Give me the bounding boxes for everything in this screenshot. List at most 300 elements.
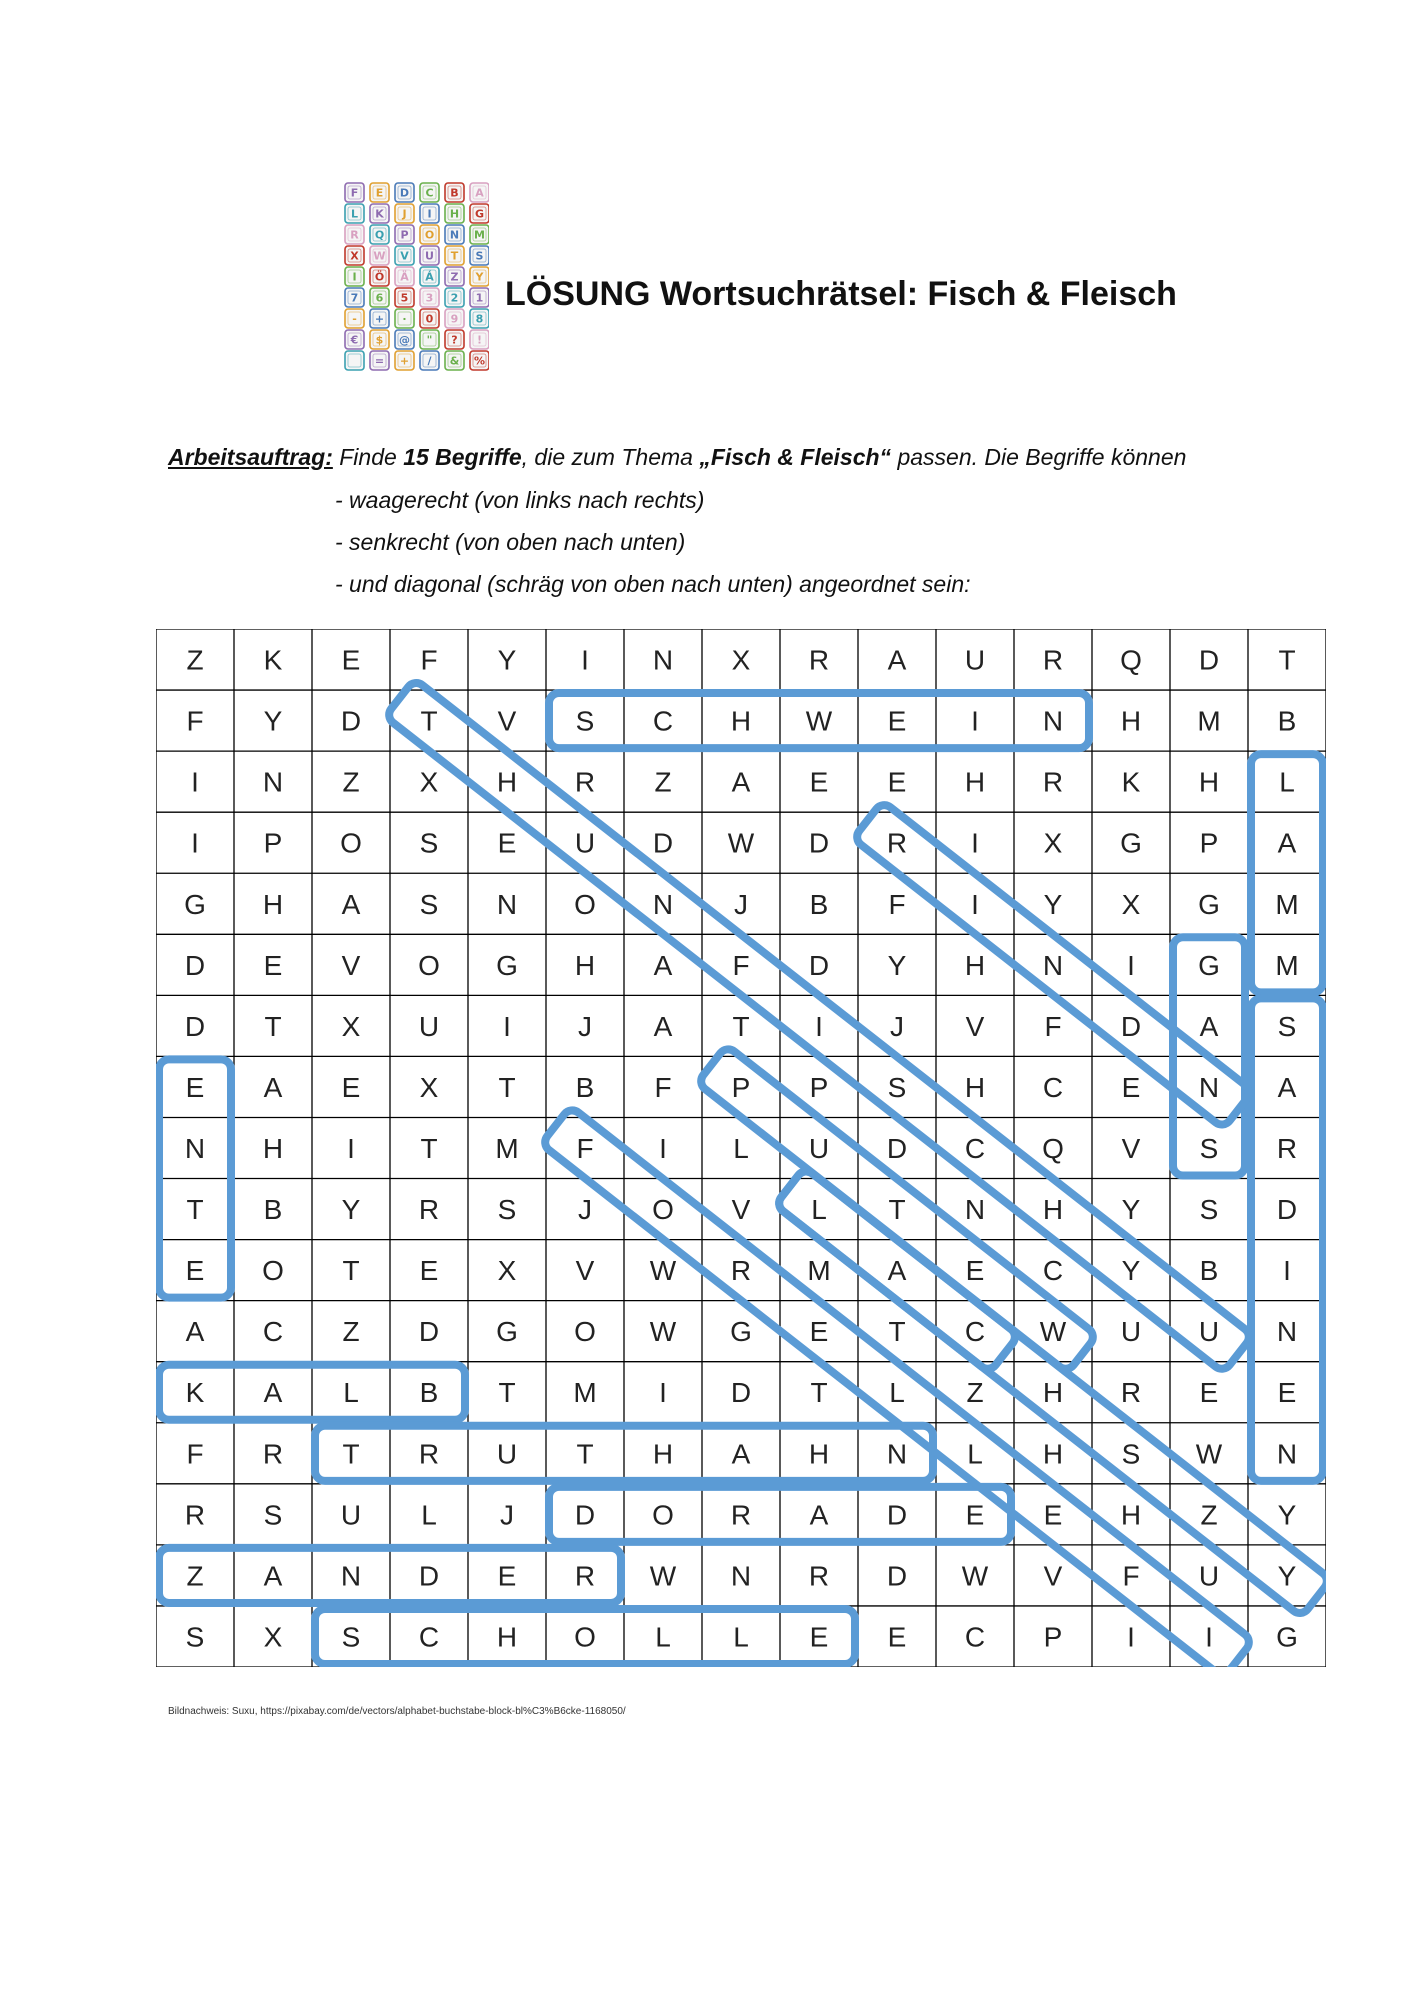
grid-cell[interactable]: Z (342, 1316, 360, 1348)
grid-cell[interactable]: X (1121, 888, 1141, 920)
grid-cell[interactable]: R (1042, 766, 1064, 798)
grid-cell[interactable]: N (730, 1560, 752, 1592)
grid-cell[interactable]: S (1199, 1194, 1219, 1226)
grid-cell[interactable]: N (652, 888, 674, 920)
grid-cell[interactable]: S (419, 888, 439, 920)
grid-cell[interactable]: X (341, 1010, 361, 1042)
grid-cell[interactable]: G (1276, 1621, 1298, 1653)
grid-cell[interactable]: T (810, 1377, 828, 1409)
grid-cell[interactable]: O (652, 1499, 674, 1531)
grid-cell[interactable]: N (1198, 1071, 1220, 1103)
grid-cell[interactable]: U (964, 644, 986, 676)
grid-cell[interactable]: H (1042, 1377, 1064, 1409)
grid-cell[interactable]: R (1120, 1377, 1142, 1409)
svg-text:+: + (374, 312, 385, 326)
grid-cell[interactable]: A (731, 1438, 751, 1470)
grid-cell[interactable]: T (576, 1438, 594, 1470)
grid-cell[interactable]: I (503, 1010, 511, 1042)
grid-cell[interactable]: F (1122, 1560, 1140, 1592)
grid-cell[interactable]: R (418, 1438, 440, 1470)
grid-cell[interactable]: Y (263, 705, 283, 737)
letter-block (420, 288, 439, 307)
grid-cell[interactable]: N (1276, 1316, 1298, 1348)
letter-block (445, 204, 464, 223)
letter-block (370, 246, 389, 265)
grid-cell[interactable]: U (1198, 1560, 1220, 1592)
grid-cell[interactable]: F (576, 1133, 594, 1164)
grid-cell[interactable]: H (652, 1438, 674, 1470)
grid-cell[interactable]: E (497, 827, 517, 859)
grid-cell[interactable]: G (496, 1316, 518, 1348)
grid-cell[interactable]: W (805, 705, 833, 737)
grid-cell[interactable]: X (263, 1621, 283, 1653)
grid-cell[interactable]: K (1121, 766, 1141, 798)
letter-block (445, 246, 464, 265)
grid-cell[interactable]: O (340, 827, 362, 859)
grid-cell[interactable]: F (186, 705, 204, 737)
grid-cell[interactable]: V (965, 1010, 985, 1042)
grid-cell[interactable]: S (497, 1194, 517, 1226)
letter-block (470, 204, 489, 223)
grid-cell[interactable]: T (888, 1316, 906, 1348)
grid-cell[interactable]: U (574, 827, 596, 859)
grid-cell[interactable]: Y (887, 949, 907, 981)
grid-cell[interactable]: J (500, 1499, 514, 1531)
grid-cell[interactable]: R (574, 1560, 596, 1592)
letter-block (470, 351, 489, 370)
grid-cell[interactable]: W (727, 827, 755, 859)
grid-cell[interactable]: B (1277, 705, 1297, 737)
letter-block (420, 183, 439, 202)
grid-cell[interactable]: A (809, 1499, 829, 1531)
direction-horizontal: - waagerecht (von links nach rechts) (335, 487, 705, 513)
grid-cell[interactable]: N (496, 888, 518, 920)
grid-cell[interactable]: S (419, 827, 439, 859)
grid-cell[interactable]: T (342, 1255, 360, 1287)
grid-cell[interactable]: H (496, 1621, 518, 1653)
grid-cell[interactable]: E (809, 1621, 829, 1653)
grid-cell[interactable]: C (1042, 1255, 1064, 1287)
task-instruction (168, 444, 1186, 471)
grid-cell[interactable]: E (887, 766, 907, 798)
grid-cell[interactable]: D (808, 949, 830, 981)
grid-cell[interactable]: Z (966, 1377, 984, 1409)
grid-cell[interactable]: N (1276, 1438, 1298, 1470)
grid-cell[interactable]: H (964, 766, 986, 798)
grid-cell[interactable]: D (1276, 1194, 1298, 1226)
grid-cell[interactable]: E (809, 766, 829, 798)
grid-cell[interactable]: H (262, 1133, 284, 1164)
grid-cell[interactable]: P (1199, 827, 1219, 859)
grid-cell[interactable]: H (964, 949, 986, 981)
grid-cell[interactable]: I (347, 1133, 355, 1164)
grid-cell[interactable]: D (184, 1010, 206, 1042)
svg-text:0: 0 (425, 312, 434, 326)
grid-cell[interactable]: A (887, 644, 907, 676)
instruction-text-2: , die zum Thema (521, 444, 700, 470)
grid-cell[interactable]: V (575, 1255, 595, 1287)
grid-cell[interactable]: W (1195, 1438, 1223, 1470)
grid-cell[interactable]: N (340, 1560, 362, 1592)
grid-cell[interactable]: L (343, 1377, 359, 1409)
grid-cell[interactable]: B (263, 1194, 283, 1226)
grid-cell[interactable]: L (655, 1621, 671, 1653)
grid-cell[interactable]: Z (186, 644, 204, 676)
grid-cell[interactable]: F (732, 949, 750, 981)
grid-cell[interactable]: V (731, 1194, 751, 1226)
svg-text:H: H (449, 207, 460, 221)
grid-cell[interactable]: D (652, 827, 674, 859)
grid-cell[interactable]: E (965, 1499, 985, 1531)
grid-cell[interactable]: D (418, 1560, 440, 1592)
grid-cell[interactable]: F (654, 1071, 672, 1103)
grid-cell[interactable]: I (1127, 949, 1135, 981)
grid-cell[interactable]: X (419, 1071, 439, 1103)
letter-block (445, 351, 464, 370)
grid-cell[interactable]: A (653, 1010, 673, 1042)
svg-text:?: ? (451, 333, 458, 347)
svg-text:I: I (352, 270, 357, 284)
grid-cell[interactable]: U (418, 1010, 440, 1042)
grid-cell[interactable]: U (1120, 1316, 1142, 1348)
grid-cell[interactable]: O (574, 1316, 596, 1348)
grid-cell[interactable]: D (574, 1499, 596, 1531)
grid-cell[interactable]: Q (1120, 644, 1142, 676)
grid-cell[interactable]: H (1120, 1499, 1142, 1531)
grid-cell[interactable]: X (1043, 827, 1063, 859)
grid-cell[interactable]: C (964, 1621, 986, 1653)
letter-block (420, 204, 439, 223)
letter-block (445, 288, 464, 307)
grid-cell[interactable]: O (574, 1621, 596, 1653)
grid-cell[interactable]: V (1121, 1133, 1141, 1164)
grid-cell[interactable]: W (649, 1560, 677, 1592)
grid-cell[interactable]: C (262, 1316, 284, 1348)
grid-cell[interactable]: C (1042, 1071, 1064, 1103)
grid-cell[interactable]: P (263, 827, 283, 859)
grid-cell[interactable]: S (1277, 1010, 1297, 1042)
grid-cell[interactable]: Z (1200, 1499, 1218, 1531)
grid-cell[interactable]: E (263, 949, 283, 981)
grid-cell[interactable]: E (341, 644, 361, 676)
grid-cell[interactable]: R (1276, 1133, 1298, 1164)
grid-cell[interactable]: D (418, 1316, 440, 1348)
grid-cell[interactable]: Y (497, 644, 517, 676)
grid-cell[interactable]: Y (1121, 1255, 1141, 1287)
svg-text:W: W (373, 249, 386, 263)
direction-diagonal: - und diagonal (schräg von oben nach unten) angeordnet sein: (335, 571, 971, 597)
grid-cell[interactable]: A (1199, 1010, 1219, 1042)
grid-cell[interactable]: E (1043, 1499, 1063, 1531)
topic-name: „Fisch & Fleisch“ (699, 444, 892, 470)
grid-cell[interactable]: J (734, 888, 748, 920)
grid-cell[interactable]: S (263, 1499, 283, 1531)
grid-cell[interactable]: M (495, 1133, 519, 1164)
letter-block (470, 225, 489, 244)
grid-cell[interactable]: A (731, 766, 751, 798)
grid-cell[interactable]: E (809, 1316, 829, 1348)
grid-cell[interactable]: C (964, 1133, 986, 1164)
grid-cell[interactable]: L (1279, 766, 1295, 798)
grid-cell[interactable]: J (890, 1010, 904, 1042)
grid-cell[interactable]: P (809, 1071, 829, 1103)
grid-cell[interactable]: E (887, 705, 907, 737)
grid-cell[interactable]: W (649, 1255, 677, 1287)
svg-text:1: 1 (475, 291, 484, 305)
grid-cell[interactable]: R (886, 827, 908, 859)
grid-cell[interactable]: R (730, 1499, 752, 1531)
grid-cell[interactable]: H (262, 888, 284, 920)
letter-block (470, 183, 489, 202)
grid-cell[interactable]: W (1039, 1316, 1067, 1348)
grid-cell[interactable]: N (262, 766, 284, 798)
grid-cell[interactable]: U (1198, 1316, 1220, 1348)
grid-cell[interactable]: E (965, 1255, 985, 1287)
grid-cell[interactable]: V (497, 705, 517, 737)
grid-cell[interactable]: C (418, 1621, 440, 1653)
grid-cell[interactable]: O (418, 949, 440, 981)
letter-block (370, 204, 389, 223)
grid-cell[interactable]: B (1199, 1255, 1219, 1287)
grid-cell[interactable]: K (185, 1377, 205, 1409)
grid-cell[interactable]: V (1043, 1560, 1063, 1592)
svg-text:7: 7 (350, 291, 359, 305)
grid-cell[interactable]: V (341, 949, 361, 981)
grid-cell[interactable]: H (1042, 1194, 1064, 1226)
grid-cell[interactable]: S (341, 1621, 361, 1653)
grid-cell[interactable]: B (809, 888, 829, 920)
grid-cell[interactable]: A (185, 1316, 205, 1348)
grid-cell[interactable]: Y (341, 1194, 361, 1226)
letter-block (345, 267, 364, 286)
grid-cell[interactable]: D (1120, 1010, 1142, 1042)
grid-cell[interactable]: G (1120, 827, 1142, 859)
grid-cell[interactable]: I (1127, 1621, 1135, 1653)
svg-text:/: / (427, 354, 432, 368)
grid-cell[interactable]: D (886, 1499, 908, 1531)
letter-grid (156, 629, 1326, 1667)
grid-cell[interactable]: M (573, 1377, 597, 1409)
grid-cell[interactable]: B (575, 1071, 595, 1103)
grid-cell[interactable]: T (420, 1133, 438, 1164)
grid-cell[interactable]: Y (1277, 1499, 1297, 1531)
grid-cell[interactable]: H (964, 1071, 986, 1103)
grid-cell[interactable]: E (887, 1621, 907, 1653)
grid-cell[interactable]: J (578, 1194, 592, 1226)
grid-cell[interactable]: C (652, 705, 674, 737)
grid-cell[interactable]: S (1121, 1438, 1141, 1470)
grid-cell[interactable]: D (886, 1133, 908, 1164)
grid-cell[interactable]: D (340, 705, 362, 737)
grid-cell[interactable]: I (659, 1133, 667, 1164)
grid-cell[interactable]: A (263, 1071, 283, 1103)
grid-cell[interactable]: L (733, 1133, 749, 1164)
grid-cell[interactable]: Y (1277, 1560, 1297, 1592)
grid-cell[interactable]: F (1044, 1010, 1062, 1042)
grid-cell[interactable]: U (340, 1499, 362, 1531)
grid-cell[interactable]: U (808, 1133, 830, 1164)
grid-cell[interactable]: N (652, 644, 674, 676)
grid-cell[interactable]: N (1042, 949, 1064, 981)
svg-text:Ä: Ä (400, 270, 409, 284)
grid-cell[interactable]: G (184, 888, 206, 920)
grid-cell[interactable]: K (263, 644, 283, 676)
grid-cell[interactable]: O (574, 888, 596, 920)
grid-cell[interactable]: H (1120, 705, 1142, 737)
grid-cell[interactable]: W (961, 1560, 989, 1592)
grid-cell[interactable]: I (1283, 1255, 1291, 1287)
grid-cell[interactable]: A (341, 888, 361, 920)
letter-block (445, 330, 464, 349)
grid-cell[interactable]: D (808, 827, 830, 859)
grid-cell[interactable]: S (185, 1621, 205, 1653)
grid-cell[interactable]: O (652, 1194, 674, 1226)
grid-cell[interactable]: D (730, 1377, 752, 1409)
grid-cell[interactable]: X (731, 644, 751, 676)
grid-cell[interactable]: N (1042, 705, 1064, 737)
grid-cell[interactable]: A (653, 949, 673, 981)
grid-cell[interactable]: I (971, 827, 979, 859)
grid-cell[interactable]: I (659, 1377, 667, 1409)
grid-cell[interactable]: A (887, 1255, 907, 1287)
svg-text:P: P (400, 228, 409, 242)
term-count: 15 Begriffe (403, 444, 522, 470)
grid-cell[interactable]: Z (654, 766, 672, 798)
grid-cell[interactable]: I (191, 766, 199, 798)
grid-cell[interactable]: A (1277, 1071, 1297, 1103)
grid-cell[interactable]: T (264, 1010, 282, 1042)
grid-cell[interactable]: I (815, 1010, 823, 1042)
grid-cell[interactable]: T (732, 1010, 750, 1042)
svg-text:C: C (425, 186, 434, 200)
grid-cell[interactable]: R (262, 1438, 284, 1470)
grid-cell[interactable]: H (808, 1438, 830, 1470)
grid-cell[interactable]: H (1198, 766, 1220, 798)
grid-cell[interactable]: E (341, 1071, 361, 1103)
grid-cell[interactable]: H (730, 705, 752, 737)
grid-cell[interactable]: H (1042, 1438, 1064, 1470)
grid-cell[interactable]: B (419, 1377, 439, 1409)
grid-cell[interactable]: T (498, 1377, 516, 1409)
grid-cell[interactable]: T (498, 1071, 516, 1103)
grid-cell[interactable]: J (578, 1010, 592, 1042)
svg-text:V: V (400, 249, 409, 263)
grid-cell[interactable]: I (191, 827, 199, 859)
grid-cell[interactable]: S (575, 705, 595, 737)
grid-cell[interactable]: E (185, 1071, 205, 1103)
svg-text:&: & (449, 354, 460, 368)
grid-cell[interactable]: G (496, 949, 518, 981)
letter-block (395, 204, 414, 223)
grid-cell[interactable]: I (1205, 1621, 1213, 1653)
grid-cell[interactable]: M (1197, 705, 1221, 737)
grid-cell[interactable]: X (497, 1255, 517, 1287)
grid-cell[interactable]: S (887, 1071, 907, 1103)
grid-cell[interactable]: R (184, 1499, 206, 1531)
grid-cell[interactable]: D (184, 949, 206, 981)
svg-text:9: 9 (450, 312, 459, 326)
grid-cell[interactable]: F (186, 1438, 204, 1470)
grid-cell[interactable]: I (971, 888, 979, 920)
grid-cell[interactable]: M (1275, 949, 1299, 981)
grid-cell[interactable]: M (1275, 888, 1299, 920)
grid-cell[interactable]: T (186, 1194, 204, 1226)
grid-cell[interactable]: L (421, 1499, 437, 1531)
grid-cell[interactable]: R (730, 1255, 752, 1287)
grid-cell[interactable]: G (1198, 888, 1220, 920)
grid-cell[interactable]: N (964, 1194, 986, 1226)
grid-cell[interactable]: L (967, 1438, 983, 1470)
grid-cell[interactable]: R (808, 1560, 830, 1592)
grid-cell[interactable]: E (419, 1255, 439, 1287)
grid-cell[interactable]: H (496, 766, 518, 798)
grid-cell[interactable]: P (731, 1071, 751, 1103)
grid-cell[interactable]: T (888, 1194, 906, 1226)
grid-cell[interactable]: E (1199, 1377, 1219, 1409)
grid-cell[interactable]: U (496, 1438, 518, 1470)
grid-cell[interactable]: L (811, 1194, 827, 1226)
grid-cell[interactable]: A (263, 1377, 283, 1409)
grid-cell[interactable]: G (1198, 949, 1220, 981)
grid-cell[interactable]: W (649, 1316, 677, 1348)
grid-cell[interactable]: X (419, 766, 439, 798)
grid-cell[interactable]: I (581, 644, 589, 676)
grid-cell[interactable]: R (574, 766, 596, 798)
grid-cell[interactable]: G (730, 1316, 752, 1348)
grid-cell[interactable]: R (1042, 644, 1064, 676)
grid-cell[interactable]: Y (1121, 1194, 1141, 1226)
grid-cell[interactable]: E (1121, 1071, 1141, 1103)
grid-cell[interactable]: P (1043, 1621, 1063, 1653)
letter-block (395, 225, 414, 244)
grid-cell[interactable]: F (888, 888, 906, 920)
grid-cell[interactable]: E (497, 1560, 517, 1592)
grid-cell[interactable]: N (886, 1438, 908, 1470)
svg-text:2: 2 (450, 291, 459, 305)
grid-cell[interactable]: T (1278, 644, 1296, 676)
grid-cell[interactable]: S (1199, 1133, 1219, 1164)
grid-cell[interactable]: T (342, 1438, 360, 1470)
grid-cell[interactable]: R (418, 1194, 440, 1226)
letter-block (420, 246, 439, 265)
grid-cell[interactable]: A (263, 1560, 283, 1592)
grid-cell[interactable]: Z (186, 1560, 204, 1592)
letter-block (345, 309, 364, 328)
grid-cell[interactable]: A (1277, 827, 1297, 859)
grid-cell[interactable]: D (886, 1560, 908, 1592)
grid-cell[interactable]: Y (1043, 888, 1063, 920)
svg-text:K: K (375, 207, 384, 221)
svg-text:S: S (475, 249, 484, 263)
grid-cell[interactable]: N (184, 1133, 206, 1164)
svg-text:B: B (450, 186, 459, 200)
grid-cell[interactable]: R (808, 644, 830, 676)
grid-cell[interactable]: I (971, 705, 979, 737)
grid-cell[interactable]: H (574, 949, 596, 981)
grid-cell[interactable]: E (1277, 1377, 1297, 1409)
grid-cell[interactable]: L (889, 1377, 905, 1409)
grid-cell[interactable]: C (964, 1316, 986, 1348)
grid-cell[interactable]: E (185, 1255, 205, 1287)
grid-cell[interactable]: F (420, 644, 438, 676)
grid-cell[interactable]: Q (1042, 1133, 1064, 1164)
grid-cell[interactable]: M (807, 1255, 831, 1287)
grid-cell[interactable]: D (1198, 644, 1220, 676)
grid-cell[interactable]: L (733, 1621, 749, 1653)
grid-cell[interactable]: O (262, 1255, 284, 1287)
grid-cell[interactable]: T (420, 705, 438, 737)
grid-cell[interactable]: Z (342, 766, 360, 798)
